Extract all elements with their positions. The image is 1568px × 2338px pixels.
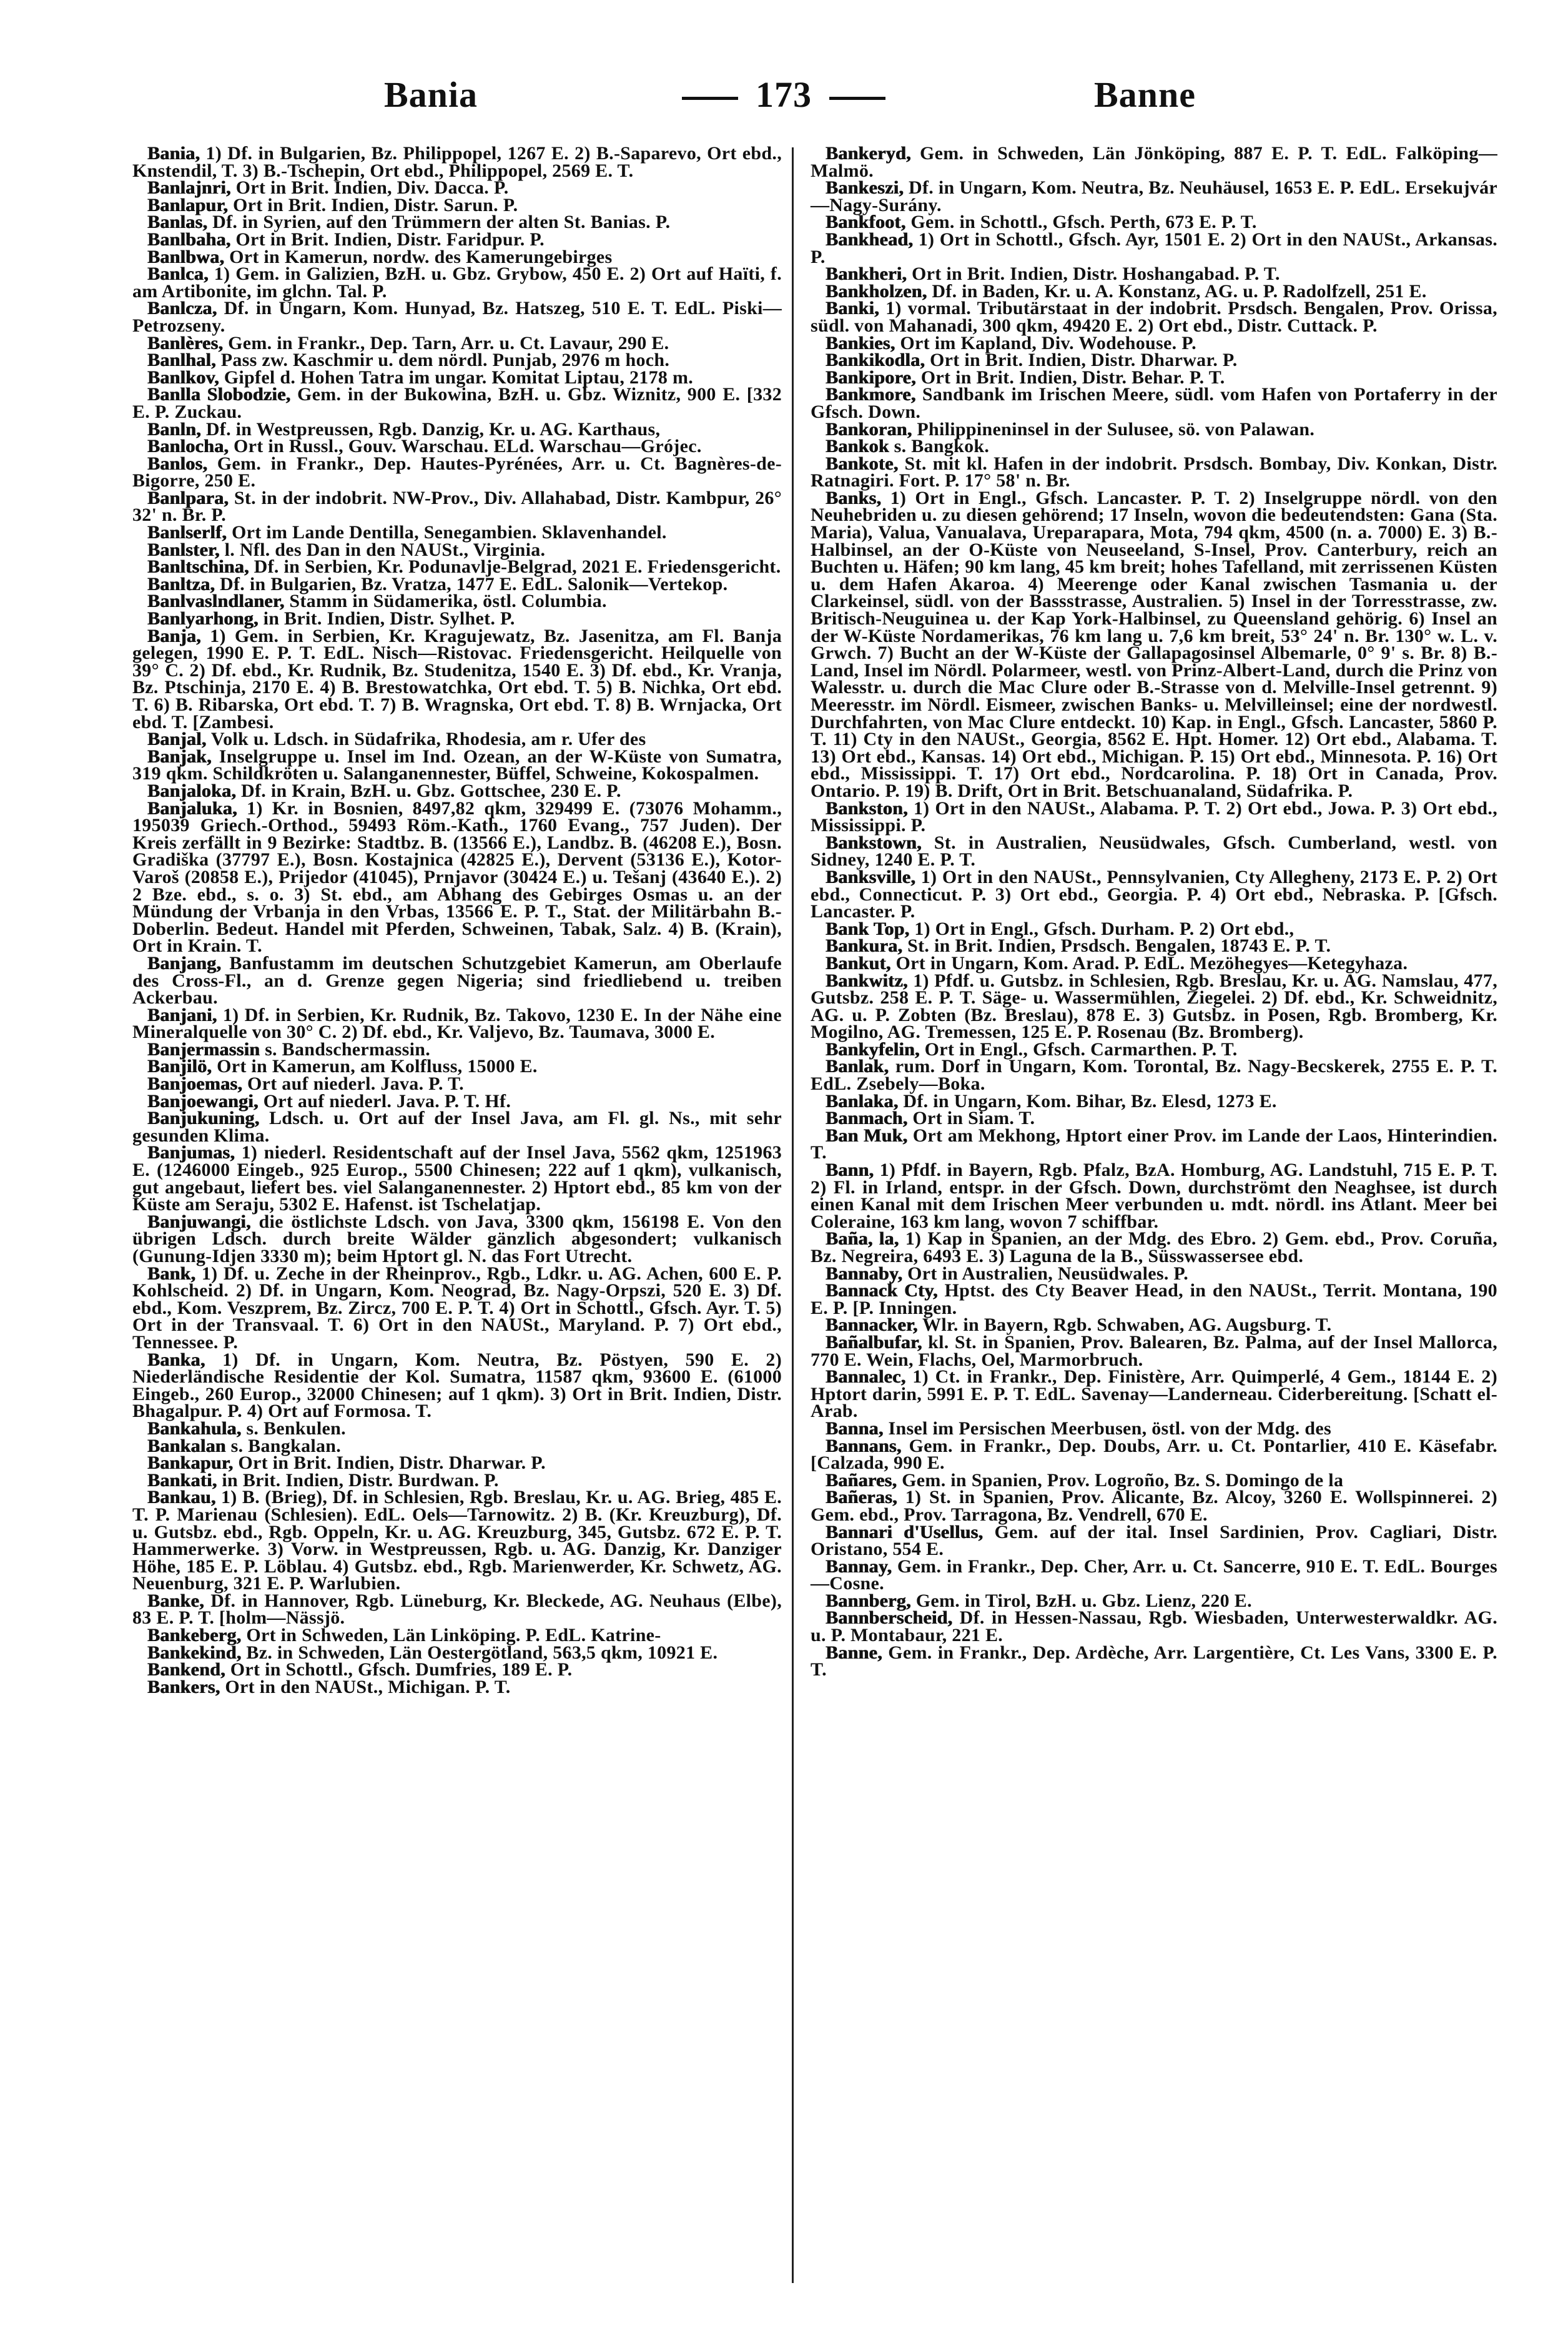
lexicon-entry — [811, 231, 1497, 265]
entry-headword: Banjaluka, — [147, 797, 237, 819]
lexicon-entry — [132, 1351, 782, 1420]
entry-text: Insel im Persischen Meerbusen, östl. von der Mdg. des — [883, 1418, 1331, 1439]
entry-headword: Bannaby, — [826, 1263, 903, 1284]
entry-text: Volk u. Ldsch. in Südafrika, Rhodesia, am r. Ufer des — [206, 729, 646, 750]
lexicon-entry — [132, 748, 782, 782]
entry-headword: Bannberscheid, — [826, 1607, 953, 1629]
entry-headword: Bannalec, — [826, 1366, 906, 1388]
entry-text: Ort auf niederl. Java. P. T. — [242, 1073, 464, 1095]
entry-text: Gem. in Frankr., Dep. Tarn, Arr. u. Ct. Lavaur, 290 E. — [223, 332, 669, 353]
lexicon-entry — [811, 1127, 1497, 1162]
entry-headword: Banjoewangi, — [147, 1090, 259, 1112]
entry-headword: Bankau, — [147, 1487, 216, 1508]
lexicon-entry — [811, 418, 1497, 440]
entry-text: Inselgruppe u. Insel im Ind. Ozean, an der W-Küste von Sumatra, 319 qkm. Schildkröten u. Salanganennester, Büffel, Schweine, Kokospalmen. — [132, 746, 782, 784]
entry-text: Ort in Engl., Gfsch. Carmarthen. P. T. — [919, 1038, 1238, 1060]
entry-text: Stamm in Südamerika, östl. Columbia. — [284, 591, 607, 612]
entry-text: Ort in Brit. Indien, Distr. Sarun. P. — [228, 194, 518, 215]
lexicon-entry — [132, 1661, 782, 1679]
lexicon-entry — [132, 1144, 782, 1213]
lexicon-entry — [132, 1058, 782, 1075]
entry-headword: Bankoran, — [826, 418, 912, 440]
lexicon-entry — [132, 625, 782, 732]
entry-text: s. Bangkok. — [889, 436, 990, 457]
lexicon-entry — [132, 1627, 782, 1644]
entry-text: Df. in Baden, Kr. u. A. Konstanz, AG. u. P. Radolfzell, 251 E. — [927, 280, 1427, 302]
entry-text: 1) Df. in Bulgarien, Bz. Philippopel, 1267 E. 2) B.-Saparevo, Ort ebd., Knstendil, T. 3) B.-Tschepin, Ort ebd., Philippopel, 2569 E. T. — [132, 143, 782, 181]
entry-headword: Banjak, — [147, 746, 212, 767]
lexicon-entry — [811, 1644, 1497, 1679]
entry-text: Gem. in Schottl., Gfsch. Perth, 673 E. P. T. — [905, 212, 1257, 233]
entry-headword: Banlères, — [147, 332, 224, 353]
lexicon-entry — [132, 455, 782, 490]
entry-headword: Banlhal, — [147, 350, 216, 371]
lexicon-entry — [811, 972, 1497, 1041]
entry-headword: Banlaka, — [826, 1090, 899, 1112]
entry-headword: Banki, — [826, 298, 880, 319]
entry-headword: Bañares, — [826, 1469, 897, 1491]
lexicon-entry — [811, 280, 1497, 302]
entry-headword: Bankok — [826, 436, 889, 457]
entry-headword: Bankalan — [147, 1435, 226, 1456]
entry-text: l. Nfl. des Dan in den NAUSt., Virginia. — [219, 539, 546, 560]
entry-headword: Bann, — [826, 1160, 874, 1181]
lexicon-entry — [132, 731, 782, 748]
lexicon-entry — [132, 231, 782, 249]
entry-text: Ort in Brit. Indien, Distr. Dharwar. P. — [925, 350, 1238, 371]
lexicon-entry — [132, 300, 782, 334]
lexicon-entry — [132, 246, 782, 267]
entry-text: Gem. auf der ital. Insel Sardinien, Prov. Cagliari, Distr. Oristano, 554 E. — [811, 1521, 1497, 1560]
entry-text: Ort in Ungarn, Kom. Arad. P. EdL. Mezöhegyes—Ketegyhaza. — [890, 952, 1408, 974]
entry-text: Bz. in Schweden, Län Oestergötland, 563,5 qkm, 10921 E. — [241, 1642, 718, 1663]
entry-text: Df. in Ungarn, Kom. Hunyad, Bz. Hatszeg, 510 E. T. EdL. Piski—Petrozseny. — [132, 298, 782, 336]
entry-headword: Bankikodla, — [826, 350, 925, 371]
entry-headword: Banlos, — [147, 453, 208, 474]
entry-headword: Banka, — [147, 1349, 205, 1370]
entry-headword: Bañeras, — [826, 1487, 897, 1508]
entry-text: St. in Brit. Indien, Prsdsch. Bengalen, 18743 E. P. T. — [902, 935, 1331, 957]
lexicon-entry — [811, 1162, 1497, 1230]
entry-headword: Banjani, — [147, 1004, 217, 1025]
entry-headword: Banjang, — [147, 952, 222, 974]
entry-headword: Banlajnri, — [147, 177, 231, 199]
entry-headword: Banjaloka, — [147, 780, 237, 801]
entry-text: 1) Gem. in Galizien, BzH. u. Gbz. Grybow, 450 E. 2) Ort auf Haïti, f. am Artibonite, im glchn. Tal. P. — [132, 264, 782, 302]
lexicon-entry — [811, 386, 1497, 420]
entry-text: Banfustamm im deutschen Schutzgebiet Kamerun, am Oberlaufe des Cross-Fl., an d. Grenze gegen Nigeria; sind friedliebend u. treiben Ackerbau. — [132, 952, 782, 1009]
entry-text: 1) Pfdf. in Bayern, Rgb. Pfalz, BzA. Homburg, AG. Landstuhl, 715 E. P. T. 2) Fl. in Irland, entspr. in der Gfsch. Down, durchströmt den Neaghsee, ist durch einen Kanal mit dem Irischen Meer verbunden u. mdt. nördl. ins Atlant. Meer bei Coleraine, 163 km lang, wovon 7 schiffbar. — [811, 1160, 1497, 1232]
entry-headword: Banlkov, — [147, 367, 219, 388]
entry-text: Ort in Russl., Gouv. Warschau. ELd. Warschau—Grójec. — [229, 436, 702, 457]
entry-headword: Bankapur, — [147, 1453, 234, 1474]
entry-text: 1) Pfdf. u. Gutsbz. in Schlesien, Rgb. Breslau, Kr. u. AG. Namslau, 477, Gutsbz. 258 E. P. T. Säge- u. Wassermühlen, Ziegelei. 2) Df. ebd., Kr. Schweidnitz, AG. u. P. Zobten (Bz. Breslau), 878 E. 3) Gutsbz. in Posen, Rgb. Bromberg, Kr. Mogilno, AG. Tremessen, 125 E. P. Rosenau (Bz. Bromberg). — [811, 970, 1497, 1043]
lexicon-entry — [132, 610, 782, 628]
entry-text: 1) vormal. Tributärstaat in der indobrit. Prsdsch. Bengalen, Prov. Orissa, südl. von Mahanadi, 300 qkm, 49420 E. 2) Ort ebd., Distr. Cuttack. P. — [811, 298, 1497, 336]
lexicon-entry — [132, 1110, 782, 1144]
entry-headword: Bankheri, — [826, 264, 907, 285]
lexicon-entry — [132, 1265, 782, 1351]
entry-text: Gem. in Schweden, Län Jönköping, 887 E. P. T. EdL. Falköping—Malmö. — [811, 143, 1497, 181]
lexicon-entry — [811, 1331, 1497, 1370]
lexicon-entry — [811, 1230, 1497, 1265]
lexicon-entry — [811, 1521, 1497, 1560]
lexicon-entry — [132, 1454, 782, 1472]
lexicon-entry — [132, 541, 782, 559]
lexicon-entry — [132, 386, 782, 420]
lexicon-entry — [811, 1469, 1497, 1491]
entry-text: Ort in Brit. Indien, Distr. Dharwar. P. — [233, 1453, 546, 1474]
entry-headword: Banlca, — [147, 264, 209, 285]
lexicon-entry — [811, 214, 1497, 231]
entry-text: St. mit kl. Hafen in der indobrit. Prsdsch. Bombay, Div. Konkan, Distr. Ratnagiri. Fort. P. 17° 58' n. Br. — [811, 453, 1497, 491]
lexicon-entry — [132, 369, 782, 387]
left-column — [132, 145, 782, 1695]
entry-text: Ort im Kapland, Div. Wodehouse. P. — [895, 332, 1196, 353]
dash-left — [682, 97, 738, 100]
entry-text: Df. in Hannover, Rgb. Lüneburg, Kr. Bleckede, AG. Neuhaus (Elbe), 83 E. P. T. [holm—Nässjö. — [132, 1590, 782, 1629]
lexicon-entry — [811, 455, 1497, 490]
entry-text: Ort in Schweden, Län Linköping. P. EdL. Katrine- — [241, 1625, 661, 1646]
entry-text: St. in Australien, Neusüdwales, Gfsch. Cumberland, westl. von Sidney, 1240 E. P. T. — [811, 832, 1497, 871]
lexicon-entry — [132, 438, 782, 455]
entry-headword: Bankstown, — [826, 832, 922, 853]
entry-headword: Bankhead, — [826, 229, 914, 250]
entry-text: Ort in Siam. T. — [907, 1108, 1035, 1129]
lexicon-entry — [811, 352, 1497, 369]
entry-headword: Banksville, — [826, 866, 916, 887]
entry-headword: Bannans, — [826, 1435, 902, 1456]
entry-text: in Brit. Indien, Distr. Sylhet. P. — [258, 608, 515, 629]
entry-headword: Bankahula, — [147, 1418, 242, 1439]
entry-text: Gem. in Frankr., Dep. Doubs, Arr. u. Ct. Pontarlier, 410 E. Käsefabr. [Calzada, 990 E. — [811, 1435, 1497, 1474]
lexicon-entry — [132, 1038, 782, 1060]
lexicon-entry — [811, 1110, 1497, 1127]
entry-text: Ort in Australien, Neusüdwales. P. — [902, 1263, 1189, 1284]
entry-headword: Bannack Cty, — [826, 1280, 938, 1301]
entry-headword: Ban Muk, — [826, 1125, 908, 1146]
entry-headword: Bankati, — [147, 1469, 217, 1491]
entry-headword: Banjuwangi, — [147, 1211, 251, 1232]
entry-text: Df. in Ungarn, Kom. Bihar, Bz. Elesd, 1273 E. — [898, 1090, 1277, 1112]
entry-headword: Bankholzen, — [826, 280, 927, 302]
lexicon-entry — [811, 797, 1497, 836]
lexicon-entry — [811, 1056, 1497, 1095]
entry-text: 1) Gem. in Serbien, Kr. Kragujewatz, Bz. Jasenitza, am Fl. Banja gelegen, 1990 E. P. T. EdL. Nisch—Ristovac. Friedensgericht. Heilquelle von 39° C. 2) Df. ebd., Kr. Rudnik, Bz. Studenitza, 1540 E. 3) Df. ebd., Kr. Vranja, Bz. Ptschinja, 2170 E. 4) B. Brestowatchka, Ort ebd. T. 5) B. Nichka, Ort ebd. T. 6) B. Ribarska, Ort ebd. T. 7) B. Wragnska, Ort ebd. T. 8) B. Wrnjacka, Ort ebd. T. [Zambesi. — [132, 625, 782, 732]
entry-text: Ort in Brit. Indien, Distr. Behar. P. T. — [916, 367, 1225, 388]
entry-headword: Bañalbufar, — [826, 1331, 922, 1353]
entry-headword: Banln, — [147, 418, 202, 440]
entry-headword: Banltschina, — [147, 556, 249, 578]
entry-text: die östlichste Ldsch. von Java, 3300 qkm, 156198 E. Von den übrigen Ldsch. durch breite Wälder gänzlich abgesondert; vulkanisch (Gunung-Idjen 3330 m); beim Hptort gl. N. das Fort Utrecht. — [132, 1211, 782, 1266]
entry-headword: Bankend, — [147, 1659, 225, 1680]
entry-text: Df. in Hessen-Nassau, Rgb. Wiesbaden, Unterwesterwaldkr. AG. u. P. Montabaur, 221 E. — [811, 1607, 1497, 1646]
lexicon-entry — [811, 1435, 1497, 1474]
entry-text: Philippineninsel in der Sulusee, sö. von Palawan. — [912, 418, 1315, 440]
entry-text: s. Bandschermassin. — [260, 1038, 430, 1060]
entry-text: 1) Ort in Engl., Gfsch. Lancaster. P. T. 2) Inselgruppe nördl. von den Neuhebriden u. zu diesen gehörend; 17 Inseln, wovon die bedeutendsten: Gana (Sta. Maria), Valua, Vanualava, Ureparapara, Mota, 794 qkm, 4500 (n. a. 7000) E. 3) B.-Halbinsel, an der O-Küste von Neuseeland, S-Insel, Prov. Canterbury, reich an Buchten u. Häfen; 90 km lang, 45 km breit; hohes Tafelland, mit zerrissenen Küsten u. dem Hafen Akaroa. 4) Meerenge oder Kanal zwischen Tasmania u. der Clarkeinsel, südl. von der Bassstrasse, Australien. 5) Insel in der Torresstrasse, zw. Britisch-Neuguinea u. der Kap York-Halbinsel, zu Queensland gehörig. 6) Insel an der W-Küste Nordamerikas, 76 km lang u. 7,6 km breit, 53° 24' n. Br. 130° w. L. v. Grwch. 7) Bucht an der W-Küste der Gallapagosinsel Albemarle, 0° 9' s. Br. 8) B.-Land, Insel im Nördl. Polarmeer, westl. von Prinz-Albert-Land, durch die Prinz von Walesstr. u. durch die Mac Clure oder B.-Strasse von d. Melville-Insel getrennt. 9) Meeresstr. im Nördl. Eismeer, zwischen Banks- u. Melvilleinsel; eine der nordwestl. Durchfahrten, von Mac Clure entdeckt. 10) Kap. in Engl., Gfsch. Lancaster, 5860 P. T. 11) Cty in den NAUSt., Georgia, 8562 E. Hpt. Homer. 12) Ort ebd., Alabama. T. 13) Ort ebd., Kansas. 14) Ort ebd., Michigan. P. 15) Ort ebd., Minnesota. P. 16) Ort ebd., Mississippi. T. 17) Ort ebd., Nordcarolina. P. 18) Ort in Canada, Prov. Ontario. P. 19) B. Drift, Ort in Brit. Betschuanaland, Südafrika. P. — [811, 487, 1497, 801]
entry-headword: Banlcza, — [147, 298, 217, 319]
entry-text: Gem. in Spanien, Prov. Logroño, Bz. S. Domingo de la — [897, 1469, 1344, 1491]
entry-headword: Banna, — [826, 1418, 884, 1439]
entry-headword: Banjermassin — [147, 1038, 260, 1060]
lexicon-entry — [811, 1090, 1497, 1112]
lexicon-entry — [811, 145, 1497, 179]
lexicon-entry — [132, 558, 782, 576]
entry-headword: Banlla Slobodzie, — [147, 384, 291, 405]
lexicon-entry — [811, 1609, 1497, 1644]
entry-headword: Banke, — [147, 1590, 204, 1611]
entry-text: 1) Ort in den NAUSt., Pennsylvanien, Cty Allegheny, 2173 E. P. 2) Ort ebd., Connecticut. P. 3) Ort ebd., Georgia. P. 4) Ort ebd., Nebraska. P. [Gfsch. Lancaster. P. — [811, 866, 1497, 922]
entry-text: in Brit. Indien, Distr. Burdwan. P. — [217, 1469, 499, 1491]
entry-headword: Bankura, — [826, 935, 903, 957]
entry-headword: Banne, — [826, 1642, 882, 1663]
lexicon-entry — [811, 1420, 1497, 1438]
lexicon-entry — [132, 214, 782, 231]
running-head-last-entry: Banne — [1094, 74, 1196, 115]
entry-headword: Banlvaslndlaner, — [147, 591, 285, 612]
entry-headword: Banlas, — [147, 212, 208, 233]
entry-headword: Banlyarhong, — [147, 608, 259, 629]
entry-headword: Banlbaha, — [147, 229, 231, 250]
entry-headword: Banlpara, — [147, 487, 229, 508]
running-head-first-entry: Bania — [384, 74, 478, 115]
entry-text: Ort in Kamerun, am Kolfluss, 15000 E. — [212, 1056, 538, 1077]
entry-text: Gem. in Frankr., Dep. Hautes-Pyrénées, Arr. u. Ct. Bagnères-de-Bigorre, 250 E. — [132, 453, 782, 491]
lexicon-entry — [811, 179, 1497, 214]
entry-headword: Banjumas, — [147, 1142, 235, 1163]
entry-headword: Bannay, — [826, 1556, 892, 1577]
entry-text: 1) Ort in Schottl., Gfsch. Ayr, 1501 E. 2) Ort in den NAUSt., Arkansas. P. — [811, 229, 1497, 267]
entry-headword: Bankekind, — [147, 1642, 242, 1663]
entry-headword: Banlserlf, — [147, 522, 227, 543]
entry-headword: Bankies, — [826, 332, 895, 353]
lexicon-entry — [132, 1489, 782, 1592]
entry-headword: Banlapur, — [147, 194, 229, 215]
entry-text: Pass zw. Kaschmir u. dem nördl. Punjab, 2976 m hoch. — [215, 350, 670, 371]
entry-headword: Bankeberg, — [147, 1625, 242, 1646]
dash-right — [829, 97, 885, 100]
entry-text: 1) Kap in Spanien, an der Mdg. des Ebro. 2) Gem. ebd., Prov. Coruña, Bz. Negreira, 6493 E. 3) Laguna de la B., Süsswassersee ebd. — [811, 1228, 1497, 1266]
lexicon-entry — [132, 1213, 782, 1265]
entry-text: 1) St. in Spanien, Prov. Alicante, Bz. Alcoy, 3260 E. Wollspinnerei. 2) Gem. ebd., Prov. Tarragona, Bz. Vendrell, 670 E. — [811, 1487, 1497, 1525]
lexicon-entry — [811, 369, 1497, 387]
lexicon-entry — [132, 1469, 782, 1491]
entry-headword: Banja, — [147, 625, 201, 646]
entry-headword: Bannacker, — [826, 1315, 918, 1336]
entry-headword: Bankipore, — [826, 367, 916, 388]
entry-headword: Banjal, — [147, 729, 207, 750]
lexicon-entry — [811, 866, 1497, 922]
entry-text: 1) Kr. in Bosnien, 8497,82 qkm, 329499 E. (73076 Mohamm., 195039 Griech.-Orthod., 59493 Röm.-Kath., 1760 Evang., 757 Juden). Der Kreis zerfällt in 9 Bezirke: Stadtbz. B. (13566 E.), Landbz. B. (46208 E.), Bosn. Gradiška (37797 E.), Bosn. Kostajnica (42825 E.), Dervent (53136 E.), Kotor-Varoš (20858 E.), Prijedor (41045), Prnjavor (30424 E.) u. Tešanj (43640 E.). 2) 2 Bze. ebd., s. o. 3) St. ebd., am Abhang des Gebirges Osmas u. an der Mündung der Vrbanja in den Vrbas, 13566 E. P. T., Stat. der Militärbahn B.-Doberlin. Bedeut. Handel mit Pferden, Schweinen, Tabak, Salz. 4) B. (Krain), Ort in Krain. T. — [132, 797, 782, 957]
entry-text: rum. Dorf in Ungarn, Kom. Torontal, Bz. Nagy-Becskerek, 2755 E. P. T. EdL. Zsebely—Boka. — [811, 1056, 1497, 1095]
entry-text: Ort in Schottl., Gfsch. Dumfries, 189 E. P. — [225, 1659, 573, 1680]
lexicon-entry — [132, 1644, 782, 1662]
lexicon-entry — [132, 194, 782, 215]
entry-text: kl. St. in Spanien, Prov. Balearen, Bz. Palma, auf der Insel Mallorca, 770 E. Wein, Flachs, Oel, Marmorbruch. — [811, 1331, 1497, 1370]
entry-headword: Banlbwa, — [147, 246, 225, 267]
entry-text: 1) Ort in den NAUSt., Alabama. P. T. 2) Ort ebd., Jowa. P. 3) Ort ebd., Mississippi. P. — [811, 797, 1497, 836]
entry-headword: Bankut, — [826, 952, 891, 974]
lexicon-entry — [811, 1316, 1497, 1334]
entry-text: 1) Df. u. Zeche in der Rheinprov., Rgb., Ldkr. u. AG. Achen, 600 E. P. Kohlscheid. 2) Df. in Ungarn, Kom. Neograd, Bz. Nagy-Orpszi, 520 E. 3) Df. ebd., Kom. Veszprem, Bz. Zircz, 700 E. P. T. 4) Ort in Schottl., Gfsch. Ayr. T. 5) Ort in der Transvaal. T. 6) Ort in den NAUSt., Maryland. P. 7) Ort ebd., Tennessee. P. — [132, 1263, 782, 1353]
lexicon-entry — [811, 332, 1497, 353]
entry-text: 1) Df. in Ungarn, Kom. Neutra, Bz. Pöstyen, 590 E. 2) Niederländische Residentie der Kol. Sumatra, 11587 qkm, 93600 E. (61000 Eingeb., 260 Europ., 32000 Chinesen; auf 1 qkm). 3) Ort in Brit. Indien, Distr. Bhagalpur. P. 4) Ort auf Formosa. T. — [132, 1349, 782, 1422]
entry-text: Hptst. des Cty Beaver Head, in den NAUSt., Territ. Montana, 190 E. P. [P. Inningen. — [811, 1280, 1497, 1318]
entry-text: 1) B. (Brieg), Df. in Schlesien, Rgb. Breslau, Kr. u. AG. Brieg, 485 E. T. P. Marienau (Schlesien). EdL. Oels—Tarnowitz. 2) B. (Kr. Kreuzburg), Df. u. Gutsbz. ebd., Rgb. Oppeln, Kr. u. AG. Kreuzburg, 345, Gutsbz. 672 E. P. T. Hammerwerke. 3) Vorw. in Westpreussen, Rgb. u. AG. Danzig, Kr. Danziger Höhe, 185 E. P. Löblau. 4) Gutsbz. ebd., Rgb. Marienwerder, Kr. Schwetz, AG. Neuenburg, 321 E. P. Warlubien. — [132, 1487, 782, 1594]
entry-headword: Bank Top, — [826, 918, 910, 939]
lexicon-entry — [132, 145, 782, 179]
lexicon-entry — [811, 265, 1497, 283]
entry-headword: Banlster, — [147, 539, 220, 560]
entry-text: Ort in Brit. Indien, Div. Dacca. P. — [230, 177, 509, 199]
entry-text: Wlr. in Bayern, Rgb. Schwaben, AG. Augsburg. T. — [917, 1315, 1332, 1336]
entry-text: Ort im Lande Dentilla, Senegambien. Sklavenhandel. — [227, 522, 667, 543]
lexicon-entry — [811, 1592, 1497, 1610]
entry-text: Df. in Krain, BzH. u. Gbz. Gottschee, 230 E. P. — [236, 780, 621, 801]
lexicon-entry — [132, 1004, 782, 1043]
page-number-text: 173 — [756, 74, 812, 115]
entry-text: 1) Ct. in Frankr., Dep. Finistère, Arr. Quimperlé, 4 Gem., 18144 E. 2) Hptort darin, 5991 E. P. T. EdL. Savenay—Landerneau. Ciderbereitung. [Schatt el-Arab. — [811, 1366, 1497, 1422]
lexicon-entry — [811, 1558, 1497, 1592]
lexicon-entry — [132, 332, 782, 353]
lexicon-entry — [132, 265, 782, 300]
lexicon-entry — [811, 1368, 1497, 1420]
lexicon-entry — [811, 834, 1497, 869]
lexicon-entry — [811, 300, 1497, 334]
lexicon-entry — [132, 487, 782, 526]
entry-headword: Bank, — [147, 1263, 196, 1284]
lexicon-entry — [132, 593, 782, 610]
entry-headword: Banlocha, — [147, 436, 229, 457]
lexicon-entry — [132, 573, 782, 594]
entry-headword: Banks, — [826, 487, 882, 508]
lexicon-entry — [132, 797, 782, 957]
entry-text: Ort auf niederl. Java. P. T. Hf. — [258, 1090, 511, 1112]
lexicon-entry — [132, 1420, 782, 1438]
lexicon-entry — [811, 438, 1497, 455]
entry-headword: Bankfoot, — [826, 212, 906, 233]
column-divider — [792, 147, 794, 2283]
entry-headword: Banjilö, — [147, 1056, 212, 1077]
lexicon-entry — [132, 418, 782, 440]
entry-headword: Banjukuning, — [147, 1108, 260, 1129]
lexicon-entry — [132, 352, 782, 369]
lexicon-entry — [811, 1489, 1497, 1523]
lexicon-entry — [132, 1435, 782, 1456]
entry-headword: Banltza, — [147, 573, 215, 594]
entry-text: 1) Df. in Serbien, Kr. Rudnik, Bz. Takovo, 1230 E. In der Nähe eine Mineralquelle von 30° C. 2) Df. ebd., Kr. Valjevo, Bz. Taumava, 3000 E. — [132, 1004, 782, 1043]
lexicon-entry — [132, 1592, 782, 1627]
entry-headword: Bannberg, — [826, 1590, 911, 1611]
entry-text: Ort in Kamerun, nordw. des Kamerungebirges — [224, 246, 613, 267]
entry-headword: Bankmore, — [826, 384, 916, 405]
entry-text: Gem. in Tirol, BzH. u. Gbz. Lienz, 220 E. — [910, 1590, 1252, 1611]
lexicon-entry — [811, 920, 1497, 938]
entry-headword: Bankeszi, — [826, 177, 904, 199]
entry-headword: Bania, — [147, 143, 200, 164]
lexicon-entry — [132, 782, 782, 800]
entry-text: St. in der indobrit. NW-Prov., Div. Allahabad, Distr. Kambpur, 26° 32' n. Br. P. — [132, 487, 782, 526]
entry-text: s. Benkulen. — [241, 1418, 346, 1439]
entry-headword: Bankeryd, — [826, 143, 911, 164]
entry-text: 1) niederl. Residentschaft auf der Insel Java, 5562 qkm, 1251963 E. (1246000 Eingeb., 925 Europ., 5500 Chinesen; 222 auf 1 qkm), vulkanisch, gut angebaut, liefert bes. viel Salanganennester. 2) Hptort ebd., 85 km von der Küste am Seraju, 5302 E. Hafenst. ist Tschelatjap. — [132, 1142, 782, 1215]
lexicon-entry — [811, 952, 1497, 974]
entry-headword: Bankote, — [826, 453, 899, 474]
entry-text: Ort in den NAUSt., Michigan. P. T. — [220, 1676, 511, 1697]
entry-text: Sandbank im Irischen Meere, südl. vom Hafen von Portaferry in der Gfsch. Down. — [811, 384, 1497, 422]
entry-text: Gem. in Frankr., Dep. Ardèche, Arr. Largentière, Ct. Les Vans, 3300 E. P. T. — [811, 1642, 1497, 1680]
entry-headword: Banmach, — [826, 1108, 908, 1129]
entry-text: Ldsch. u. Ort auf der Insel Java, am Fl. gl. Ns., mit sehr gesunden Klima. — [132, 1108, 782, 1146]
lexicon-entry — [132, 1075, 782, 1093]
lexicon-entry — [132, 952, 782, 1009]
entry-headword: Baña, la, — [826, 1228, 899, 1250]
entry-text: Df. in Bulgarien, Bz. Vratza, 1477 E. EdL. Salonik—Vertekop. — [215, 573, 728, 594]
entry-text: Df. in Syrien, auf den Trümmern der alten St. Banias. P. — [207, 212, 671, 233]
lexicon-entry — [811, 937, 1497, 955]
lexicon-entry — [811, 1265, 1497, 1283]
lexicon-entry — [132, 179, 782, 197]
entry-text: s. Bangkalan. — [225, 1435, 342, 1456]
entry-text: 1) Ort in Engl., Gfsch. Durham. P. 2) Ort ebd., — [909, 918, 1294, 939]
entry-text: Df. in Ungarn, Kom. Neutra, Bz. Neuhäusel, 1653 E. P. EdL. Ersekujvár—Nagy-Surány. — [811, 177, 1498, 215]
lexicon-entry — [811, 1282, 1497, 1316]
entry-text: Ort in Brit. Indien, Distr. Faridpur. P. — [230, 229, 545, 250]
entry-headword: Bankwitz, — [826, 970, 908, 991]
entry-headword: Bankston, — [826, 797, 908, 819]
entry-text: Gipfel d. Hohen Tatra im ungar. Komitat Liptau, 2178 m. — [219, 367, 694, 388]
right-column — [811, 145, 1497, 1679]
lexicon-entry — [811, 487, 1497, 801]
lexicon-entry — [132, 524, 782, 541]
lexicon-entry — [132, 1090, 782, 1112]
entry-headword: Bankers, — [147, 1676, 220, 1697]
entry-headword: Bankyfelin, — [826, 1038, 920, 1060]
entry-text: Df. in Serbien, Kr. Podunavlje-Belgrad, 2021 E. Friedensgericht. — [249, 556, 781, 578]
entry-text: Ort am Mekhong, Hptort einer Prov. im Lande der Laos, Hinterindien. T. — [811, 1125, 1497, 1163]
entry-text: Gem. in Frankr., Dep. Cher, Arr. u. Ct. Sancerre, 910 E. T. EdL. Bourges—Cosne. — [811, 1556, 1497, 1594]
lexicon-entry — [132, 1676, 782, 1697]
entry-text: Df. in Westpreussen, Rgb. Danzig, Kr. u. AG. Karthaus, — [201, 418, 661, 440]
page-number — [637, 74, 930, 116]
entry-headword: Bannari d'Usellus, — [826, 1521, 984, 1542]
entry-text: Gem. in der Bukowina, BzH. u. Gbz. Wiznitz, 900 E. [332 E. P. Zuckau. — [132, 384, 782, 422]
entry-headword: Banjoemas, — [147, 1073, 243, 1095]
entry-text: Ort in Brit. Indien, Distr. Hoshangabad. P. T. — [907, 264, 1280, 285]
entry-headword: Banlak, — [826, 1056, 889, 1077]
lexicon-entry — [811, 1038, 1497, 1060]
